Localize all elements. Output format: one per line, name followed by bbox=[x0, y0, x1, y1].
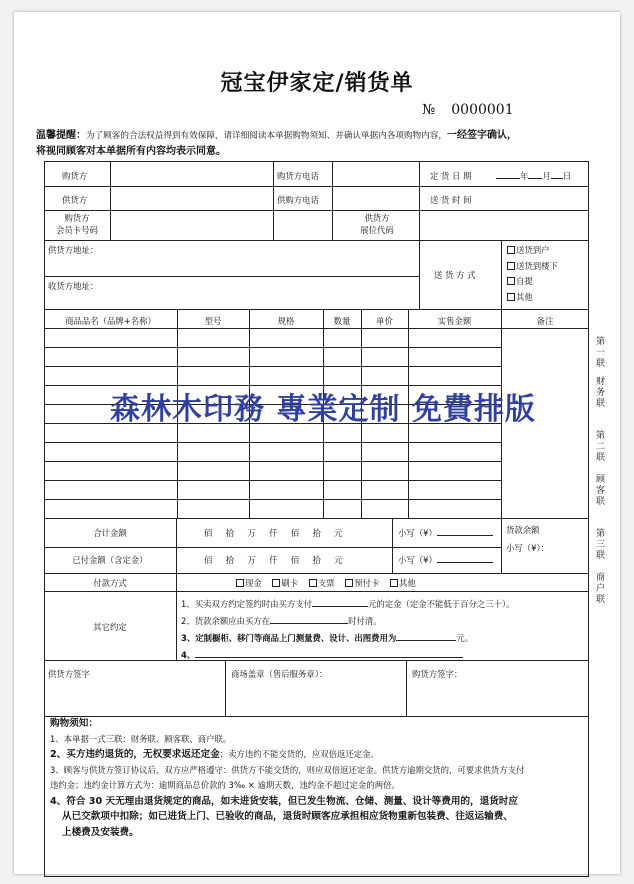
notice-body: 为了顾客的合法权益得到有效保障，请详细阅读本单据购物须知、并确认单据内各项购物内容， bbox=[86, 131, 447, 141]
serial-number bbox=[422, 102, 514, 118]
side-label-third: 第三联 bbox=[594, 528, 604, 561]
label-member-card bbox=[48, 212, 106, 236]
booth-code-line1: 供货方 bbox=[364, 213, 390, 223]
label-supplier-signature: 供货方签字 bbox=[48, 669, 90, 679]
col-remarks: 备注 bbox=[536, 316, 554, 326]
checkbox-icon bbox=[507, 293, 515, 301]
note-4c: 上楼费及安装费。 bbox=[62, 826, 139, 838]
col-quantity: 数量 bbox=[333, 316, 351, 326]
note-1: 1、本单据一式三联：财务联、顾客联、商户联。 bbox=[50, 733, 232, 744]
payment-other[interactable]: 其他 bbox=[390, 578, 416, 588]
notes-title: 购物须知： bbox=[50, 718, 98, 729]
payment-card[interactable]: 刷卡 bbox=[272, 578, 298, 588]
balance-small-write[interactable]: 小写（¥）： bbox=[506, 543, 550, 553]
note-2: 2、买方违约退货的，无权要求返还定金；卖方违约不能交货的，应双倍返还定金。 bbox=[50, 749, 379, 760]
label-buyer-signature: 购货方签字： bbox=[412, 669, 463, 679]
delivery-option-downstairs[interactable]: 送货到楼下 bbox=[507, 259, 558, 275]
label-order-date: 定 货 日 期 bbox=[430, 171, 472, 181]
label-supplier: 供货方 bbox=[62, 195, 88, 205]
label-market-stamp: 商场盖章（售后服务章）： bbox=[231, 669, 328, 679]
member-card-line1: 购货方 bbox=[64, 213, 90, 223]
label-delivery-time: 送 货 时 间 bbox=[430, 195, 472, 205]
delivery-option-other[interactable]: 其他 bbox=[507, 290, 558, 306]
delivery-option-pickup[interactable]: 自提 bbox=[507, 274, 558, 290]
side-label-first-b: 财务联 bbox=[594, 376, 604, 409]
checkbox-icon bbox=[272, 579, 280, 587]
delivery-option-home[interactable]: 送货到户 bbox=[507, 243, 558, 259]
checkbox-icon bbox=[507, 246, 515, 254]
purchase-notes bbox=[50, 716, 590, 840]
booth-code-line2: 展位代码 bbox=[360, 225, 394, 235]
label-supplier-phone: 供购方电话 bbox=[277, 195, 319, 205]
label-booth-code bbox=[349, 212, 405, 236]
checkbox-icon bbox=[236, 579, 244, 587]
notice-bold: 一经签字确认， bbox=[446, 130, 517, 141]
col-model: 型号 bbox=[204, 316, 222, 326]
checkbox-icon bbox=[507, 262, 515, 270]
label-supplier-address: 供货方地址： bbox=[48, 245, 99, 255]
side-label-second: 第二联 bbox=[594, 430, 604, 463]
col-unit-price: 单价 bbox=[376, 316, 393, 326]
serial-symbol: № bbox=[422, 102, 436, 118]
order-form-grid bbox=[44, 161, 589, 721]
label-paid-amount: 已付金额（含定金） bbox=[72, 555, 148, 565]
label-payment-method: 付款方式 bbox=[93, 578, 127, 588]
col-amount: 实售金额 bbox=[437, 316, 472, 326]
term-line-1: 1、买卖双方约定签约时由买方支付 元的定金（定金不能低于百分之三十）。 bbox=[181, 599, 515, 609]
checkbox-icon bbox=[390, 579, 398, 587]
col-product-name: 商品品名（品牌+名称） bbox=[65, 316, 156, 326]
label-total-amount: 合计金额 bbox=[93, 528, 127, 538]
payment-check[interactable]: 支票 bbox=[309, 578, 335, 588]
label-balance: 货款余额 bbox=[506, 525, 540, 535]
watermark-text: 森林木印務 專業定制 免費排版 bbox=[110, 392, 536, 427]
payment-options bbox=[236, 577, 416, 589]
paid-small-write[interactable]: 小写（¥） bbox=[398, 554, 493, 566]
col-spec: 规格 bbox=[277, 316, 295, 326]
total-units: 佰 拾 万 仟 佰 拾 元 bbox=[204, 528, 343, 538]
side-label-third-b: 商户联 bbox=[594, 572, 604, 605]
note-3a: 3、顾客与供货方签订协议后，双方应严格遵守：供货方不能交货的，则应双倍返还定金。供货方逾期交货的，可要求供货方支付 bbox=[50, 764, 525, 775]
date-year: 年 bbox=[520, 171, 529, 181]
serial-value: 0000001 bbox=[451, 102, 514, 118]
side-label-second-b: 顾客联 bbox=[594, 474, 604, 507]
notice-label: 温馨提醒： bbox=[36, 130, 86, 141]
label-other-terms: 其它约定 bbox=[93, 622, 127, 632]
term-line-3: 3、定制橱柜、移门等商品上门测量费、设计、出图费用为 元。 bbox=[181, 633, 473, 643]
paid-units: 佰 拾 万 仟 佰 拾 元 bbox=[204, 555, 343, 565]
member-card-line2: 会员卡号码 bbox=[56, 225, 98, 235]
other-terms-lines bbox=[181, 596, 515, 664]
label-delivery-method: 送 货 方 式 bbox=[434, 270, 476, 280]
label-buyer-address: 收货方地址： bbox=[48, 281, 99, 291]
notice-text bbox=[36, 128, 596, 160]
term-line-4: 4、 bbox=[181, 647, 515, 664]
order-date-field[interactable] bbox=[496, 170, 571, 182]
label-buyer: 购货方 bbox=[62, 171, 88, 181]
notice-line2: 将视同顾客对本单据所有内容均表示同意。 bbox=[36, 146, 226, 157]
term-line-2: 2、货款余额应由买方在 时付清。 bbox=[181, 616, 382, 626]
page-title: 冠宝伊家定/销货单 bbox=[220, 70, 414, 96]
side-label-first: 第一联 bbox=[594, 336, 604, 369]
checkbox-icon bbox=[309, 579, 317, 587]
date-month: 月 bbox=[542, 171, 551, 181]
note-3b: 违约金；违约金计算方式为：逾期商品总价款的 3‰ × 逾期天数，违约金不超过定金的两倍。 bbox=[50, 780, 400, 790]
checkbox-icon bbox=[507, 277, 515, 285]
label-buyer-phone: 购货方电话 bbox=[277, 171, 319, 181]
payment-prepaid[interactable]: 预付卡 bbox=[345, 578, 379, 588]
note-4a: 4、符合 30 天无理由退货规定的商品，如未进货安装，但已发生物流、仓储、测量、设计等费用的，退货时应 bbox=[50, 795, 519, 807]
delivery-options bbox=[507, 243, 558, 305]
total-small-write[interactable]: 小写（¥） bbox=[398, 527, 493, 539]
date-day: 日 bbox=[562, 171, 572, 181]
payment-cash[interactable]: 现金 bbox=[236, 578, 262, 588]
note-4b: 从已交款项中扣除；如已进货上门、已验收的商品，退货时顾客应承担相应货物重新包装费、往返运输费、 bbox=[62, 811, 513, 822]
checkbox-icon bbox=[345, 579, 353, 587]
